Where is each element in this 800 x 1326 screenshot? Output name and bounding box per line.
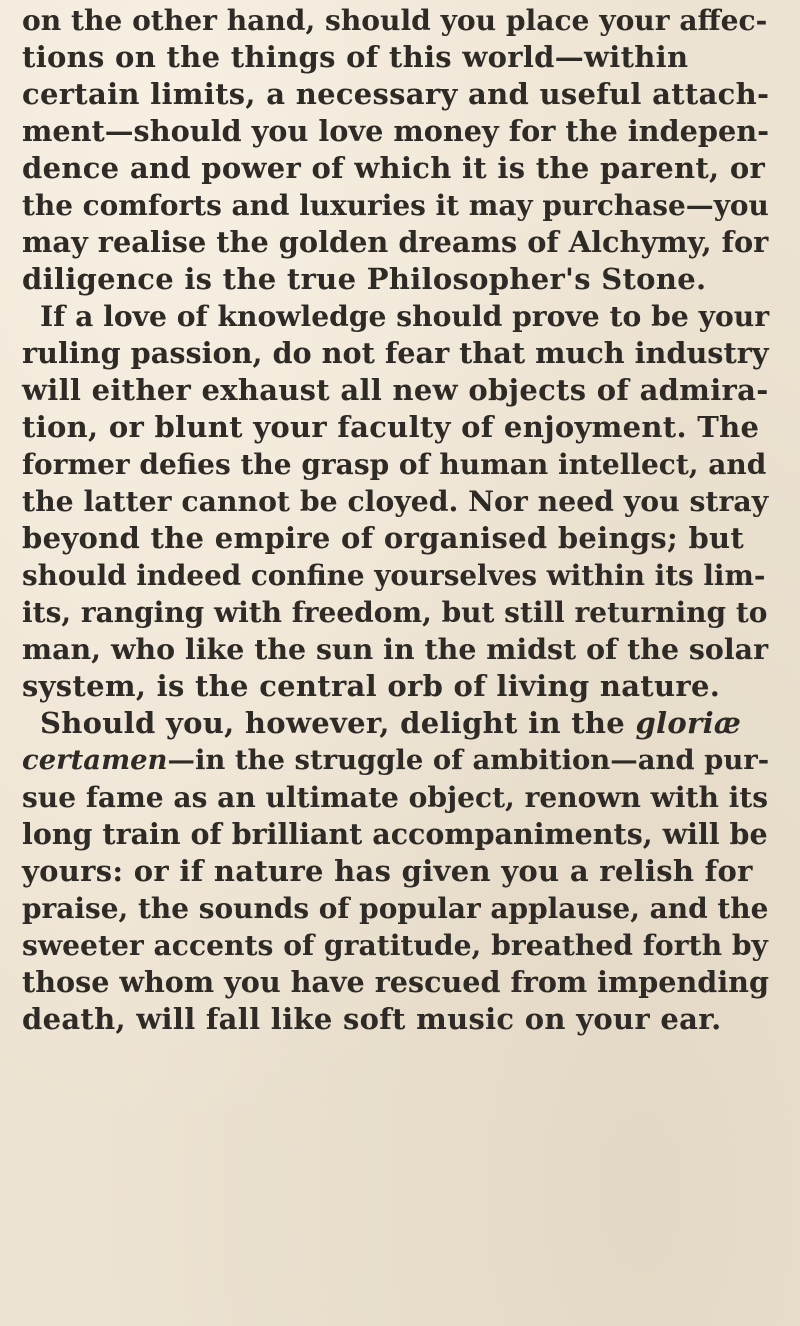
paragraph xyxy=(22,705,800,1038)
text-line xyxy=(22,335,800,372)
text-segment: those whom you have rescued from impending xyxy=(22,965,769,999)
text-line xyxy=(22,557,800,594)
text-segment: system, is the central orb of living nature. xyxy=(22,669,721,703)
text-line xyxy=(22,150,800,187)
text-segment: diligence is the true Philosopher's Stone. xyxy=(22,262,707,296)
text-line xyxy=(22,483,800,520)
text-segment: certain limits, a necessary and useful attach- xyxy=(22,77,770,111)
paragraph xyxy=(22,2,800,298)
text-segment: on the other hand, should you place your affec- xyxy=(22,4,768,37)
text-line xyxy=(22,520,800,557)
italic-phrase: certamen xyxy=(22,744,168,776)
text-segment: tions on the things of this world—within xyxy=(22,40,689,74)
text-segment: ruling passion, do not fear that much industry xyxy=(22,336,769,370)
text-segment: Should you, however, delight in the xyxy=(40,706,636,740)
text-segment: former defies the grasp of human intellect, and xyxy=(22,448,767,481)
text-line xyxy=(22,631,800,668)
text-segment: the latter cannot be cloyed. Nor need you stray xyxy=(22,484,769,518)
text-line xyxy=(22,594,800,631)
text-segment: man, who like the sun in the midst of the solar xyxy=(22,632,769,666)
text-segment: sweeter accents of gratitude, breathed forth by xyxy=(22,929,768,962)
text-line xyxy=(22,927,800,964)
text-line xyxy=(22,372,800,409)
page-text xyxy=(22,2,800,1038)
text-segment: should indeed confine yourselves within its lim- xyxy=(22,559,766,592)
text-line xyxy=(22,298,800,335)
text-line xyxy=(22,39,800,76)
text-line xyxy=(22,187,800,224)
text-segment: —in the struggle of ambition—and pur- xyxy=(167,744,770,776)
text-line xyxy=(22,816,800,853)
text-line xyxy=(22,2,800,39)
paragraph xyxy=(22,298,800,705)
text-line xyxy=(22,1001,800,1038)
text-segment: tion, or blunt your faculty of enjoyment. The xyxy=(22,410,760,444)
text-line xyxy=(22,76,800,113)
text-line xyxy=(22,964,800,1001)
text-line xyxy=(22,224,800,261)
text-line xyxy=(22,779,800,816)
text-line xyxy=(22,705,800,742)
text-segment: dence and power of which it is the parent, or xyxy=(22,151,766,185)
text-segment: the comforts and luxuries it may purchase—you xyxy=(22,189,769,222)
text-segment: its, ranging with freedom, but still returning to xyxy=(22,596,768,629)
text-segment: yours: or if nature has given you a relish for xyxy=(22,854,753,888)
text-segment: If a love of knowledge should prove to be your xyxy=(40,300,770,333)
text-line xyxy=(22,409,800,446)
text-segment: sue fame as an ultimate object, renown with its xyxy=(22,781,769,814)
text-segment: will either exhaust all new objects of admira- xyxy=(22,373,769,407)
text-segment: death, will fall like soft music on your ear. xyxy=(22,1002,722,1036)
text-line xyxy=(22,446,800,483)
text-line xyxy=(22,668,800,705)
text-line xyxy=(22,853,800,890)
text-segment: ment—should you love money for the indepen- xyxy=(22,114,770,148)
text-segment: long train of brilliant accompaniments, will be xyxy=(22,817,768,851)
text-segment: may realise the golden dreams of Alchymy, for xyxy=(22,225,769,259)
text-line xyxy=(22,113,800,150)
text-line xyxy=(22,261,800,298)
text-line xyxy=(22,890,800,927)
italic-phrase: gloriæ xyxy=(635,706,742,740)
text-segment: praise, the sounds of popular applause, and the xyxy=(22,892,769,925)
text-line xyxy=(22,742,800,779)
text-segment: beyond the empire of organised beings; but xyxy=(22,521,745,555)
